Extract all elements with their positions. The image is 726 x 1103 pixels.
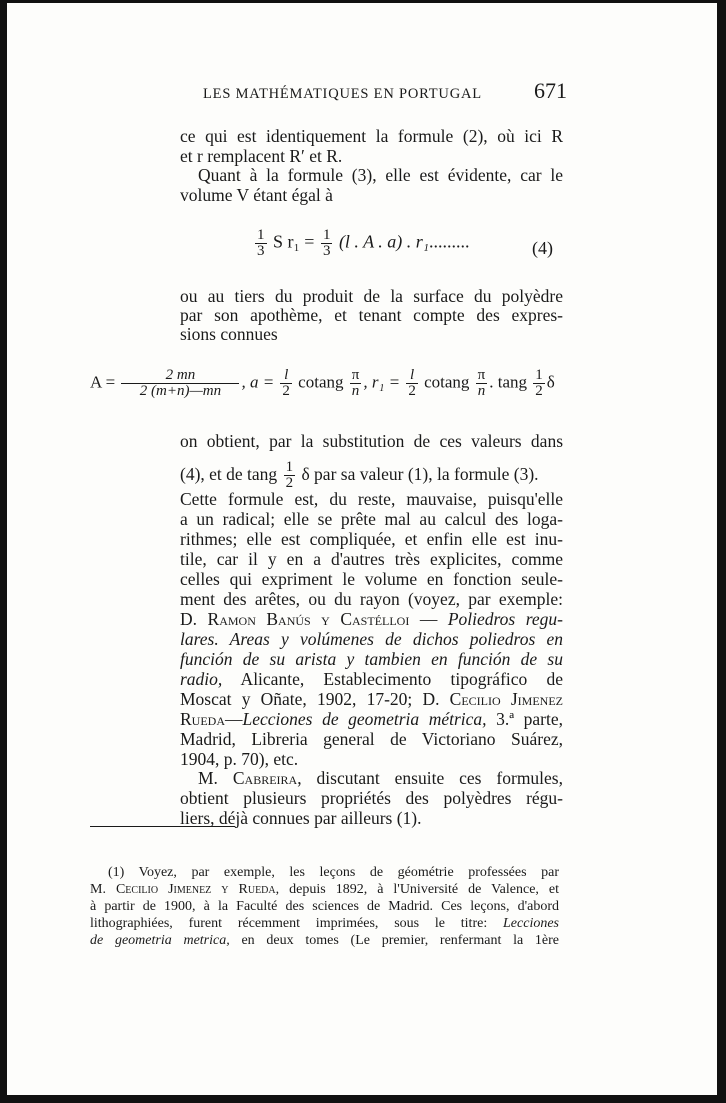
paragraph-6-line-2: obtient plusieurs propriétés des polyèdres régu- [180, 788, 563, 808]
paragraph-4-line-1: on obtient, par la substitution de ces valeurs dans [180, 431, 563, 451]
paragraph-5-line-2: a un radical; elle se prête mal au calcul des loga- [180, 509, 563, 529]
paragraph-6-line-3: liers, déjà connues par ailleurs (1). [180, 808, 422, 828]
footnote-line-3: à partir de 1900, à la Faculté des sciences de Madrid. Ces leçons, d'abord [90, 899, 559, 914]
paragraph-3-line-2: par son apothème, et tenant compte des expres- [180, 305, 563, 325]
page-number: 671 [534, 78, 567, 103]
paragraph-5-line-5: celles qui expriment le volume en fonction seule- [180, 569, 563, 589]
paragraph-5-line-11: Moscat y Oñate, 1902, 17-20; D. Cecilio Jimenez [180, 689, 563, 709]
paragraph-5-line-12: Rueda—Lecciones de geometria métrica, 3.ª parte, [180, 709, 563, 729]
fraction-one-third: $\frac{1}{3}$ [257, 227, 265, 259]
paragraph-5-line-10: radio, Alicante, Establecimento tipográfico de [180, 669, 563, 689]
paragraph-3-line-1: ou au tiers du produit de la surface du polyèdre [180, 286, 563, 306]
paragraph-5-line-8: lares. Areas y volúmenes de dichos poliedros en [180, 629, 563, 649]
paragraph-1-line-2: et r remplacent R′ et R. [180, 146, 343, 166]
footnote-line-4: lithographiées, furent récemment imprimées, sous le titre: Lecciones [90, 916, 559, 931]
fraction-one-half-inline: $\frac{1}{2}$ [285, 459, 294, 492]
footnote-line-2: M. Cecilio Jimenez y Rueda, depuis 1892, à l'Université de Valence, et [90, 882, 560, 897]
paragraph-5-line-3: rithmes; elle est compliquée, et enfin elle est inu- [180, 529, 563, 549]
equation-values: A = $\frac{2 mn}{2 (m+n)—mn}$ , a = $\frac{l}{2}$ cotang $\frac{\pi}{n}$ , r₁ = $\frac{l}{2}$ cotang $\frac{\pi}{n}$ . tang $\frac{1}{2}$ δ [90, 367, 555, 399]
footnote-line-5: de geometria metrica, en deux tomes (Le premier, renfermant la 1ère [90, 933, 560, 948]
fraction-pi-over-n-b: $\frac{\pi}{n}$ [477, 367, 486, 399]
paragraph-5-line-4: tile, car il y en a d'autres très explicites, comme [180, 549, 563, 569]
paragraph-5-line-1: Cette formule est, du reste, mauvaise, puisqu'elle [180, 489, 563, 509]
running-title: LES MATHÉMATIQUES EN PORTUGAL [203, 86, 482, 102]
paragraph-5-line-14: 1904, p. 70), etc. [180, 749, 299, 769]
footnote-line-1: (1) Voyez, par exemple, les leçons de géométrie professées par [108, 865, 559, 880]
equation-4-label: (4) [532, 238, 553, 258]
fraction-pi-over-n: $\frac{\pi}{n}$ [351, 367, 360, 399]
paragraph-5-line-9: función de su arista y tambien en función de su [180, 649, 563, 669]
paragraph-2-line-1: Quant à la formule (3), elle est évidente, car le [198, 165, 563, 185]
paragraph-5-line-6: ment des arêtes, ou du rayon (voyez, par exemple: [180, 589, 563, 609]
paragraph-1-line-1: ce qui est identiquement la formule (2), où ici R [180, 126, 563, 146]
fraction-one-half: $\frac{1}{2}$ [535, 367, 543, 399]
equation-4: $\frac{1}{3}$ S r₁ = $\frac{1}{3}$ (l . A . a) . r₁......... [257, 227, 470, 259]
paragraph-5-line-13: Madrid, Libreria general de Victoriano Suárez, [180, 729, 563, 749]
paragraph-5-line-7: D. Ramon Banús y Castélloi — Poliedros regu- [180, 609, 563, 629]
paragraph-6-line-1: M. Cabreira, discutant ensuite ces formules, [198, 768, 563, 788]
paragraph-2-line-2: volume V étant égal à [180, 185, 333, 205]
fraction-l-over-2-b: $\frac{l}{2}$ [408, 367, 416, 399]
paragraph-3-line-3: sions connues [180, 324, 278, 344]
fraction-l-over-2: $\frac{l}{2}$ [282, 367, 290, 399]
fraction-A: $\frac{2 mn}{2 (m+n)—mn}$ [121, 368, 239, 399]
footnote-separator [90, 826, 235, 827]
paragraph-4-line-2: (4), et de tang $\frac{1}{2}$ δ par sa valeur (1), la formule (3). [180, 459, 539, 492]
fraction-one-third-rhs: $\frac{1}{3}$ [322, 227, 331, 259]
